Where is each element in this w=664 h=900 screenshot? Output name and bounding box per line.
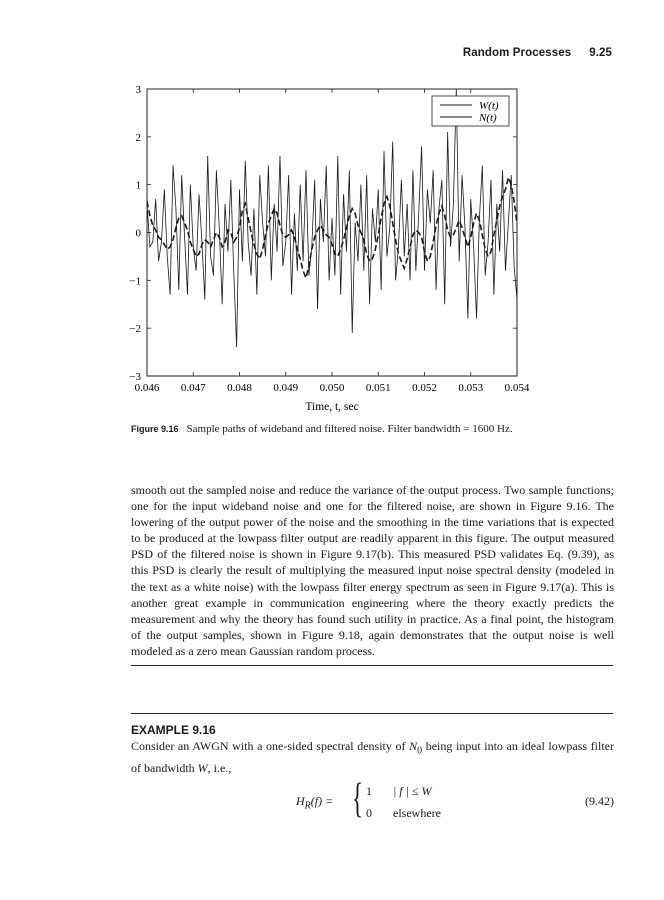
equation-case1-value: 1 [366, 784, 372, 798]
series-layer [147, 89, 548, 347]
equation-9-42 [296, 776, 614, 822]
series-line-w [147, 89, 548, 347]
y-tick-label: −3 [129, 371, 141, 383]
section-divider-top [131, 665, 613, 666]
figure-caption-text: Sample paths of wideband and filtered noise. Filter bandwidth = 1600 Hz. [186, 423, 513, 435]
body-paragraph: smooth out the sampled noise and reduce the variance of the output process. Two sample functions; one for the input wideband noise and one for the filtered noise, are shown in Figure 9.16. The lowering of the output power of the noise and the smoothing in the time variations that is expected to be produced at the lowpass filter output are readily apparent in this figure. The output measured PSD of the filtered noise is shown in Figure 9.17(b). This measured PSD validates Eq. (9.39), as this PSD is clearly the result of multiplying the measured input noise spectral density (modeled in the text as a white noise) with the lowpass filter energy spectrum as seen in Figure 9.17(a). This is another great example in communication engineering where the theory exactly predicts the measurement and why the theory has found such utility in practice. As a final point, the histogram of the output samples, shown in Figure 9.18, again demonstrates that the output noise is well modeled as a zero mean Gaussian random process. [131, 483, 614, 658]
x-tick-label: 0.046 [134, 382, 160, 394]
example-text [131, 738, 614, 776]
equation-case1-condition: | f | ≤ W [393, 784, 432, 798]
figure-label: Figure 9.16 [131, 424, 179, 434]
x-axis-label: Time, t, sec [305, 401, 359, 413]
equation-lhs-symbol: H [296, 794, 305, 808]
plot-frame [147, 89, 517, 376]
plot-border [147, 89, 517, 376]
equation-lhs-arg: (f) = [310, 794, 334, 808]
legend-label: W(t) [479, 100, 499, 112]
x-tick-label: 0.047 [180, 382, 206, 394]
noise-chart [108, 78, 548, 414]
equation-lhs [296, 794, 333, 811]
y-tick-label: −2 [129, 323, 141, 336]
example-text-after: , i.e., [207, 760, 232, 775]
running-header [463, 47, 612, 59]
legend-label: N(t) [479, 112, 497, 124]
chart-legend [432, 96, 509, 126]
example-text-middle: being input into an ideal lowpass filter of bandwidth [131, 739, 614, 775]
equation-case2-value: 0 [366, 806, 372, 820]
x-tick-label: 0.048 [227, 382, 252, 394]
y-tick-label: 2 [135, 131, 141, 144]
x-axis [135, 89, 530, 394]
y-tick-label: 0 [135, 227, 141, 240]
x-tick-label: 0.051 [365, 382, 391, 394]
example-title: EXAMPLE 9.16 [131, 723, 216, 737]
section-divider-bottom [131, 713, 613, 714]
equation-lhs-sub: R [304, 800, 311, 812]
x-tick-label: 0.053 [458, 382, 484, 394]
equation-brace: { [352, 776, 364, 822]
x-tick-label: 0.049 [273, 382, 299, 394]
y-tick-label: −1 [129, 275, 141, 288]
x-tick-label: 0.052 [412, 382, 437, 394]
header-page-number: 9.25 [589, 47, 612, 59]
symbol-W: W [197, 760, 208, 775]
x-tick-label: 0.054 [504, 382, 530, 394]
symbol-N: N [409, 739, 418, 753]
symbol-N-sub: 0 [417, 745, 423, 757]
figure-caption [131, 423, 541, 436]
y-tick-label: 1 [135, 179, 141, 192]
y-tick-label: 3 [135, 84, 141, 96]
header-section: Random Processes [462, 47, 572, 59]
x-tick-label: 0.050 [319, 382, 345, 394]
equation-number: (9.42) [585, 794, 614, 808]
example-text-before: Consider an AWGN with a one-sided spectral density of [131, 739, 410, 753]
equation-case2-condition: elsewhere [393, 806, 441, 820]
